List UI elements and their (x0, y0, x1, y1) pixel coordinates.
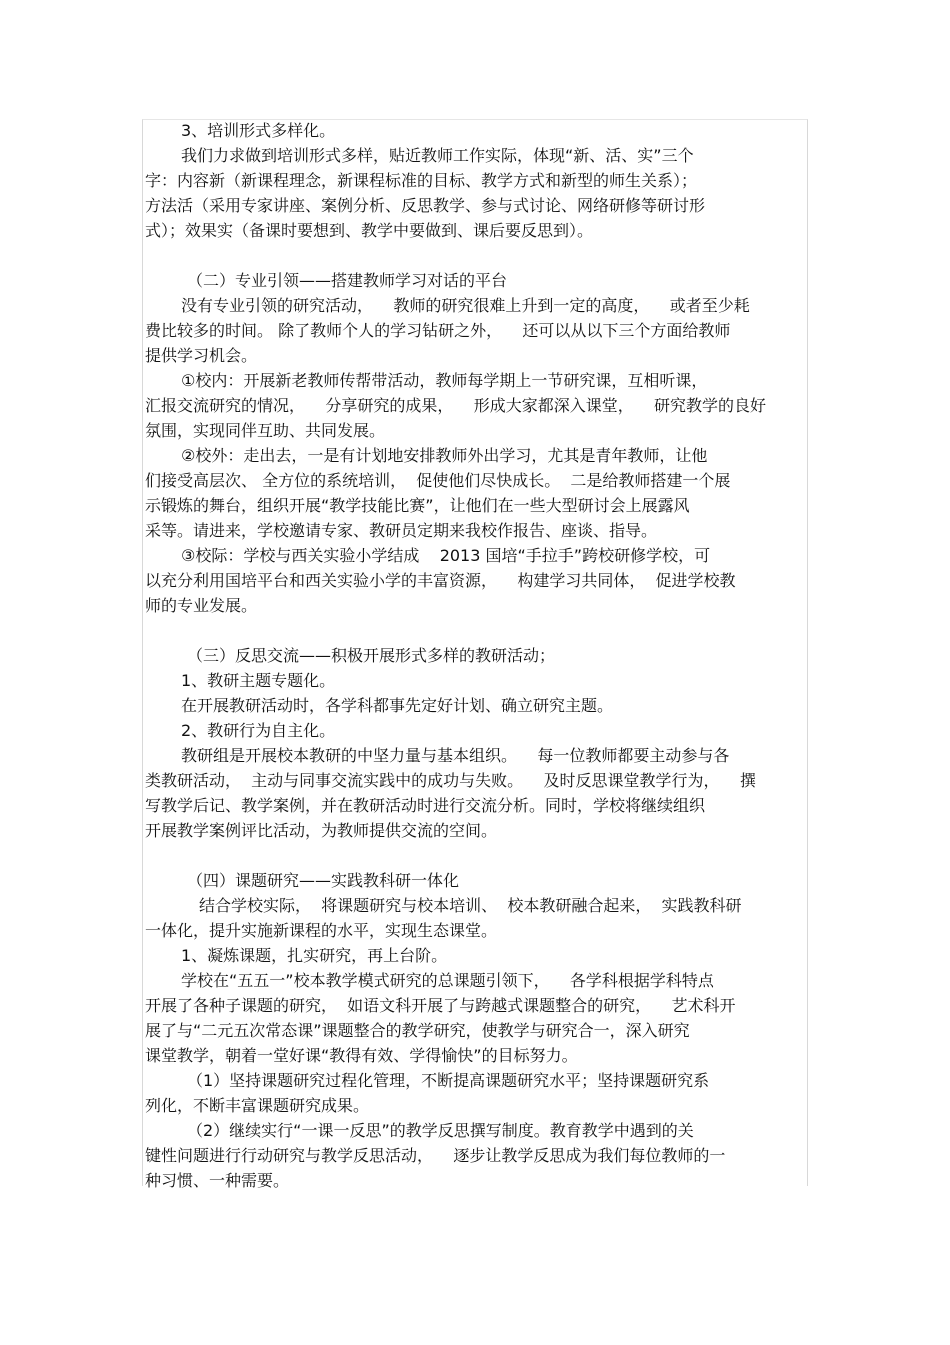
section-heading: （四）课题研究——实践教科研一体化 (187, 871, 460, 890)
text-line: 1、教研主题专题化。 (181, 671, 336, 690)
text-line: 式）；效果实（备课时要想到、教学中要做到、课后要反思到）。 (145, 221, 594, 240)
text-line: 汇报交流研究的情况， 分享研究的成果， 形成大家都深入课堂， 研究教学的良好 (145, 396, 767, 415)
text-line: 键性问题进行行动研究与教学反思活动， 逐步让教学反思成为我们每位教师的一 (145, 1146, 726, 1165)
text-line: 展了与“二元五次常态课”课题整合的教学研究，使教学与研究合一，深入研究 (145, 1021, 690, 1040)
text-line: 种习惯、一种需要。 (145, 1171, 290, 1190)
text-line: ②校外：走出去，一是有计划地安排教师外出学习，尤其是青年教师，让他 (181, 446, 708, 465)
text-line: （1）坚持课题研究过程化管理，不断提高课题研究水平；坚持课题研究系 (187, 1071, 710, 1090)
text-line: 费比较多的时间。 除了教师个人的学习钻研之外， 还可以从以下三个方面给教师 (145, 321, 731, 340)
text-line: 写教学后记、教学案例，并在教研活动时进行交流分析。同时，学校将继续组织 (145, 796, 706, 815)
text-line: 方法活（采用专家讲座、案例分析、反思教学、参与式讨论、网络研修等研讨形 (145, 196, 706, 215)
text-line: 在开展教研活动时，各学科都事先定好计划、确立研究主题。 (181, 696, 614, 715)
text-line: 2、教研行为自主化。 (181, 721, 336, 740)
text-line: 类教研活动， 主动与同事交流实践中的成功与失败。 及时反思课堂教学行为， 撰 (145, 771, 756, 790)
text-line: ①校内：开展新老教师传帮带活动，教师每学期上一节研究课，互相听课， (181, 371, 708, 390)
section-heading: （三）反思交流——积极开展形式多样的教研活动； (187, 646, 556, 665)
text-line: ③校际：学校与西关实验小学结成 2013 国培“手拉手”跨校研修学校，可 (181, 546, 711, 565)
text-line: 一体化，提升实施新课程的水平，实现生态课堂。 (145, 921, 498, 940)
text-line: 字：内容新（新课程理念，新课程标准的目标、教学方式和新型的师生关系）； (145, 171, 698, 190)
text-line: 学校在“五五一”校本教学模式研究的总课题引领下， 各学科根据学科特点 (181, 971, 714, 990)
text-line: 师的专业发展。 (145, 596, 258, 615)
text-line: 开展了各种子课题的研究， 如语文科开展了与跨越式课题整合的研究， 艺术科开 (145, 996, 736, 1015)
text-line: 课堂教学，朝着一堂好课“教得有效、学得愉快”的目标努力。 (145, 1046, 578, 1065)
text-line: 示锻炼的舞台，组织开展“教学技能比赛”，让他们在一些大型研讨会上展露风 (145, 496, 690, 515)
text-line: 开展教学案例评比活动，为教师提供交流的空间。 (145, 821, 498, 840)
text-line: 结合学校实际， 将课题研究与校本培训、 校本教研融合起来， 实践教科研 (199, 896, 742, 915)
text-line: 我们力求做到培训形式多样，贴近教师工作实际，体现“新、活、实”三个 (181, 146, 694, 165)
text-line: 以充分利用国培平台和西关实验小学的丰富资源， 构建学习共同体， 促进学校教 (145, 571, 736, 590)
text-line: 氛围，实现同伴互助、共同发展。 (145, 421, 386, 440)
text-line: 列化，不断丰富课题研究成果。 (145, 1096, 370, 1115)
text-line: 教研组是开展校本教研的中坚力量与基本组织。 每一位教师都要主动参与各 (181, 746, 730, 765)
section-heading: （二）专业引领——搭建教师学习对话的平台 (187, 271, 508, 290)
text-line: 3、培训形式多样化。 (181, 121, 336, 140)
text-line: 采等。请进来，学校邀请专家、教研员定期来我校作报告、座谈、指导。 (145, 521, 658, 540)
text-line: 提供学习机会。 (145, 346, 258, 365)
text-line: 没有专业引领的研究活动， 教师的研究很难上升到一定的高度， 或者至少耗 (181, 296, 750, 315)
text-line: （2）继续实行“一课一反思”的教学反思撰写制度。教育教学中遇到的关 (187, 1121, 694, 1140)
text-line: 1、凝炼课题，扎实研究，再上台阶。 (181, 946, 448, 965)
text-line: 们接受高层次、 全方位的系统培训， 促使他们尽快成长。 二是给教师搭建一个展 (145, 471, 731, 490)
